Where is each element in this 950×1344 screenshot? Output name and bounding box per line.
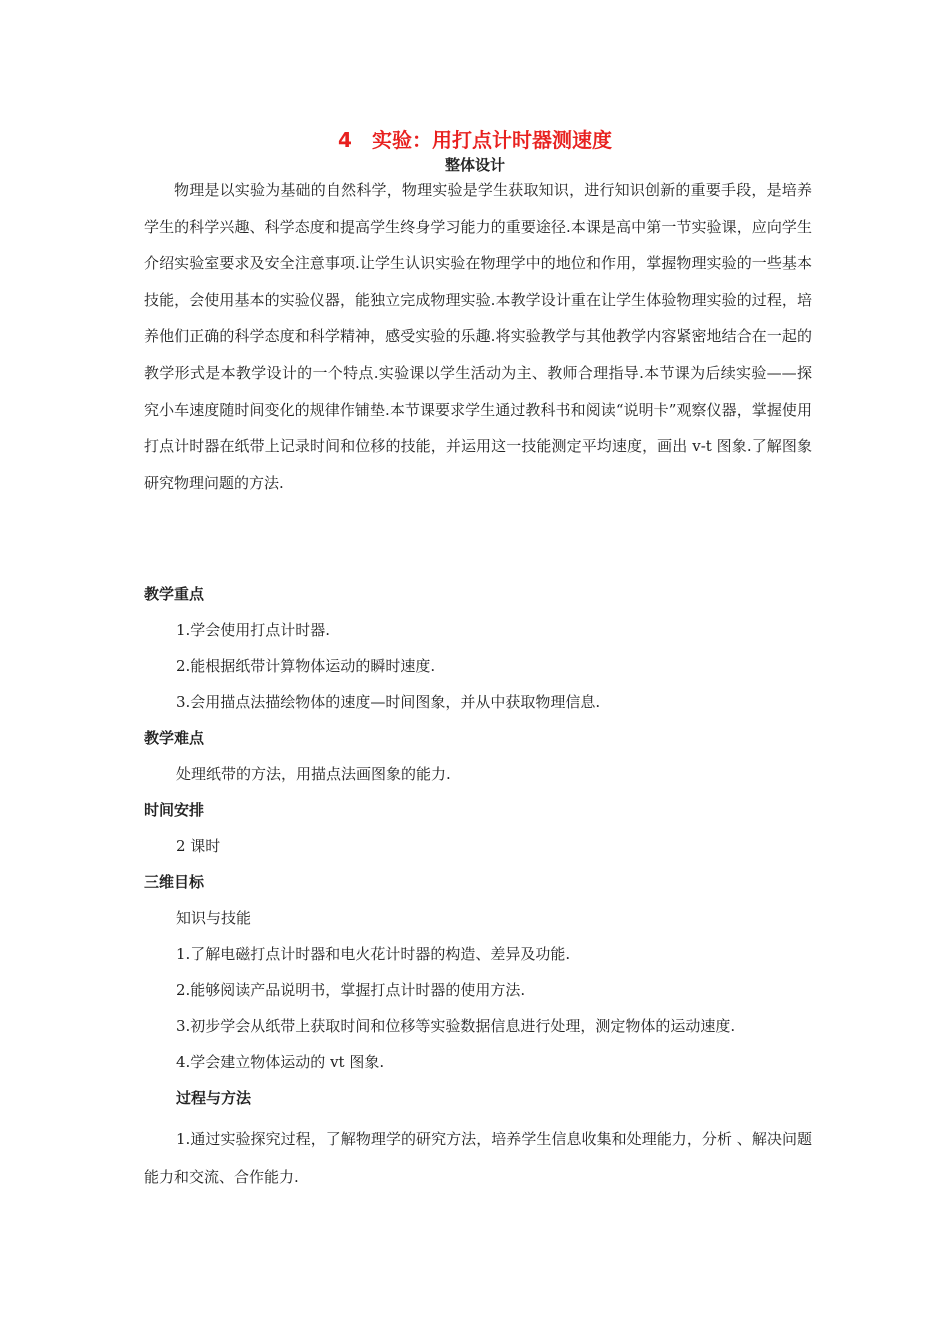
schedule-heading: 时间安排	[144, 801, 205, 819]
knowledge-item: 3.初步学会从纸带上获取时间和位移等实验数据信息进行处理，测定物体的运动速度.	[176, 1017, 736, 1035]
knowledge-item: 2.能够阅读产品说明书，掌握打点计时器的使用方法.	[176, 981, 526, 999]
key-point-item: 2.能根据纸带计算物体运动的瞬时速度.	[176, 657, 436, 675]
knowledge-heading: 知识与技能	[176, 909, 252, 927]
knowledge-item: 1.了解电磁打点计时器和电火花计时器的构造、差异及功能.	[176, 945, 571, 963]
knowledge-item: 4.学会建立物体运动的 vt 图象.	[176, 1053, 385, 1071]
goals-heading: 三维目标	[144, 873, 205, 891]
key-points-heading: 教学重点	[144, 585, 205, 603]
process-heading: 过程与方法	[176, 1089, 252, 1107]
intro-paragraph: 物理是以实验为基础的自然科学，物理实验是学生获取知识，进行知识创新的重要手段，是培养学生的科学兴趣、科学态度和提高学生终身学习能力的重要途径.本课是高中第一节实验课，应向学生介绍实验室要求及安全注意事项.让学生认识实验在物理学中的地位和作用，掌握物理实验的一些基本技能，会使用基本的实验仪器，能独立完成物理实验.本教学设计重在让学生体验物理实验的过程，培养他们正确的科学态度和科学精神，感受实验的乐趣.将实验教学与其他教学内容紧密地结合在一起的教学形式是本教学设计的一个特点.实验课以学生活动为主、教师合理指导.本节课为后续实验——探究小车速度随时间变化的规律作铺垫.本节课要求学生通过教科书和阅读“说明卡”观察仪器，掌握使用打点计时器在纸带上记录时间和位移的技能，并运用这一技能测定平均速度，画出 v-t 图象.了解图象研究物理问题的方法.	[144, 181, 812, 492]
section-subtitle: 整体设计	[444, 156, 505, 174]
document-title: 4 实验：用打点计时器测速度	[338, 128, 612, 152]
key-point-item: 3.会用描点法描绘物体的速度—时间图象，并从中获取物理信息.	[176, 693, 601, 711]
process-paragraph: 1.通过实验探究过程，了解物理学的研究方法，培养学生信息收集和处理能力，分析 、解决问题能力和交流、合作能力.	[144, 1130, 812, 1186]
difficulties-text: 处理纸带的方法，用描点法画图象的能力.	[176, 765, 451, 783]
key-point-item: 1.学会使用打点计时器.	[176, 621, 331, 639]
schedule-text: 2 课时	[176, 837, 221, 855]
difficulties-heading: 教学难点	[144, 729, 205, 747]
